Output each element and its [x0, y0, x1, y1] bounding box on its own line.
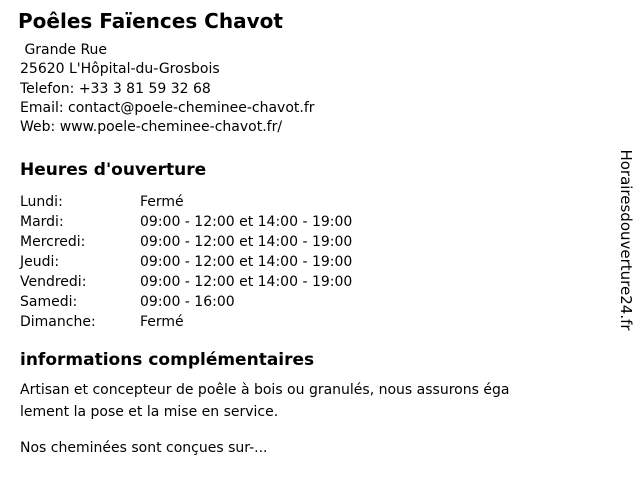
day-label: Mardi:: [20, 214, 64, 230]
phone-label: Telefon:: [20, 80, 75, 97]
day-times: Fermé: [140, 314, 184, 330]
watermark-vertical-text: Horairesdouverture24.fr: [617, 149, 635, 331]
paragraph-line-2: lement la pose et la mise en service.: [20, 404, 279, 420]
day-label: Lundi:: [20, 194, 63, 210]
hours-row-monday: [20, 192, 352, 212]
web-value: www.poele-cheminee-chavot.fr/: [59, 119, 283, 136]
day-times: 09:00 - 16:00: [140, 294, 235, 310]
address-line-1: Grande Rue: [20, 42, 108, 58]
day-label: Dimanche:: [20, 314, 96, 330]
day-times: 09:00 - 12:00 et 14:00 - 19:00: [140, 274, 353, 290]
email-value: contact@poele-cheminee-chavot.fr: [68, 99, 315, 116]
day-label: Vendredi:: [20, 274, 87, 290]
page-title: Poêles Faïences Chavot: [18, 9, 283, 33]
hours-row-friday: [20, 272, 352, 292]
hours-row-tuesday: [20, 212, 352, 232]
day-label: Mercredi:: [20, 234, 86, 250]
day-times: Fermé: [140, 194, 184, 210]
phone-value: +33 3 81 59 32 68: [78, 80, 211, 97]
web-label: Web:: [20, 119, 56, 136]
day-times: 09:00 - 12:00 et 14:00 - 19:00: [140, 254, 353, 270]
email-line: [20, 99, 315, 118]
address-line-2: 25620 L'Hôpital-du-Grosbois: [20, 61, 220, 78]
hours-row-thursday: [20, 252, 352, 272]
info-paragraph-1: [20, 379, 636, 423]
day-label: Jeudi:: [20, 254, 60, 270]
hours-row-sunday: [20, 312, 352, 332]
contact-block: [20, 41, 315, 137]
additional-info-heading: informations complémentaires: [20, 350, 315, 370]
hours-heading: Heures d'ouverture: [20, 160, 207, 180]
email-label: Email:: [20, 99, 64, 116]
info-paragraph-2: Nos cheminées sont conçues sur-...: [20, 440, 268, 456]
hours-row-saturday: [20, 292, 352, 312]
hours-table: [20, 192, 352, 332]
day-times: 09:00 - 12:00 et 14:00 - 19:00: [140, 214, 353, 230]
day-label: Samedi:: [20, 294, 78, 310]
paragraph-line-1: Artisan et concepteur de poêle à bois ou granulés, nous assurons éga: [20, 382, 510, 398]
day-times: 09:00 - 12:00 et 14:00 - 19:00: [140, 234, 353, 250]
phone-line: [20, 80, 315, 99]
hours-row-wednesday: [20, 232, 352, 252]
web-line: [20, 118, 315, 137]
